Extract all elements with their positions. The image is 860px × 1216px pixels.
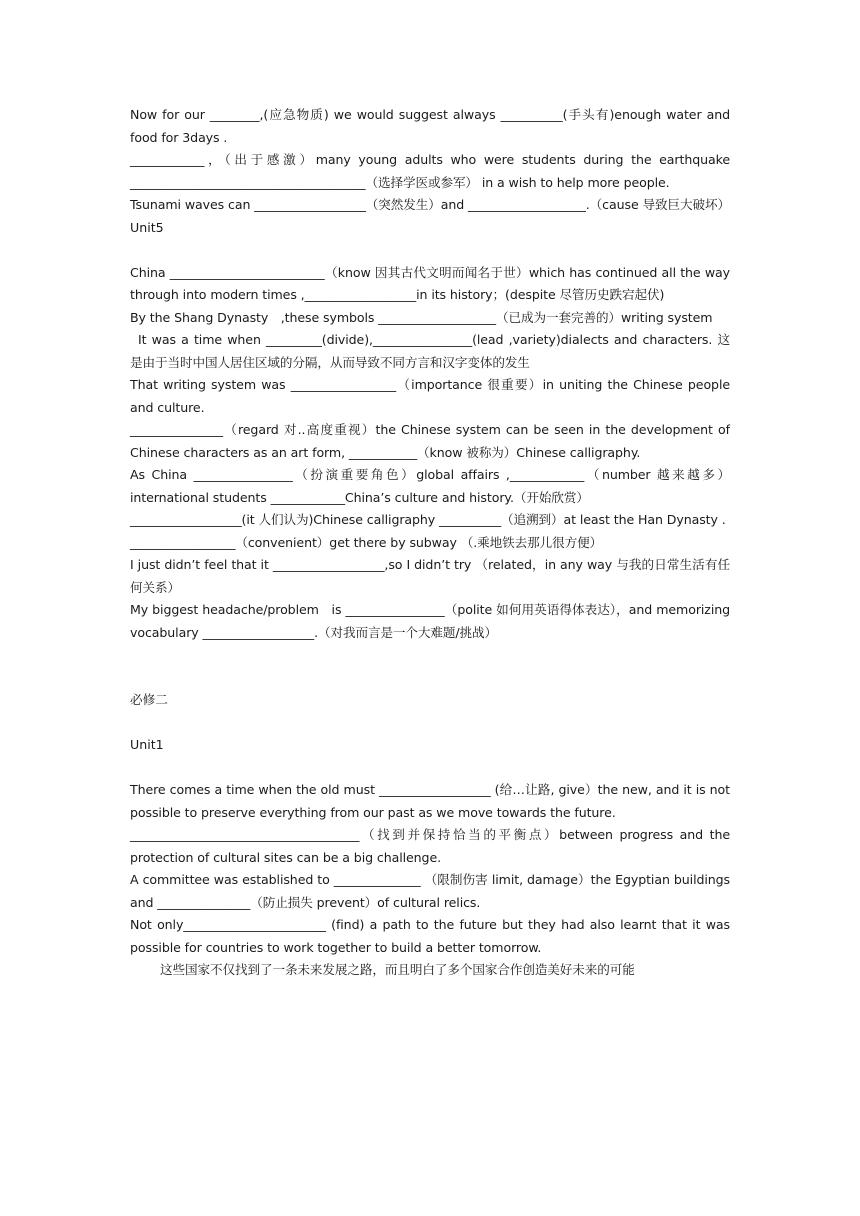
paragraph-balance: _____________________________________（找到并保持恰当的平衡点）between progress and the protection of cultural sites can be a big challenge. (130, 827, 730, 865)
paragraph-committee: A committee was established to ______________ （限制伤害 limit, damage）the Egyptian buildings and _______________（防止损失 prevent）of cultural relics. (130, 872, 730, 910)
spacer (130, 757, 730, 780)
paragraph-writing-system: That writing system was _________________（importance 很重要）in uniting the Chinese people and culture. (130, 377, 730, 415)
compulsory-two-heading: 必修二 (130, 692, 168, 707)
paragraph-headache: My biggest headache/problem is ________________（polite 如何用英语得体表达），and memorizing vocabulary __________________.（对我而言是一个大难题/挑战） (130, 602, 730, 640)
paragraph-emergency-supplies: Now for our ________,(应急物质) we would suggest always __________(手头有)enough water and food for 3days . (130, 107, 730, 145)
unit5-heading: Unit5 (130, 219, 164, 235)
paragraph-give-way: There comes a time when the old must __________________ (给…让路, give）the new, and it is not possible to preserve everything from our past as we move towards the future. (130, 782, 730, 820)
paragraph-subway: _________________（convenient）get there by subway （.乘地铁去那儿很方便） (130, 534, 603, 550)
paragraph-shang-dynasty: By the Shang Dynasty ,these symbols ___________________（已成为一套完善的）writing system (130, 309, 713, 325)
paragraph-not-only: Not only_______________________ (find) a path to the future but they had also learnt that it was possible for countries to work together to build a better tomorrow. (130, 917, 730, 955)
paragraph-dialects: It was a time when _________(divide),________________(lead ,variety)dialects and characters. 这是由于当时中国人居住区域的分隔，从而导致不同方言和汉字变体的发生 (130, 332, 730, 370)
paragraph-related: I just didn’t feel that it __________________,so I didn’t try （related，in any way 与我的日常生活有任何关系） (130, 557, 730, 595)
paragraph-gratitude: ____________，（出于感激）many young adults who were students during the earthquake ______________________________________（选择学医或参军） in a wish to help more people. (130, 152, 730, 190)
paragraph-chinese-translation: 这些国家不仅找到了一条未来发展之路，而且明白了多个国家合作创造美好未来的可能 (160, 962, 635, 977)
paragraph-china-civilization: China _________________________（know 因其古代文明而闻名于世）which has continued all the way through into modern times ,__________________in its history；(despite 尽管历史跌宕起伏) (130, 264, 730, 302)
document-page (130, 104, 730, 982)
paragraph-tsunami: Tsunami waves can __________________（突然发生）and ___________________.（cause 导致巨大破坏） (130, 197, 730, 212)
paragraph-global-affairs: As China ________________（扮演重要角色）global affairs ,____________（number 越来越多）international students ____________China’s culture and history.（开始欣赏） (130, 467, 730, 505)
paragraph-han-dynasty: __________________(it 人们认为)Chinese calligraphy __________（追溯到）at least the Han Dynasty . (130, 512, 726, 527)
spacer (130, 644, 730, 689)
spacer (130, 239, 730, 262)
unit1-heading: Unit1 (130, 737, 164, 752)
paragraph-calligraphy-art: _______________（regard 对..高度重视）the Chinese system can be seen in the development of Chinese characters as an art form, ___________（know 被称为）Chinese calligraphy. (130, 422, 730, 460)
spacer (130, 712, 730, 735)
